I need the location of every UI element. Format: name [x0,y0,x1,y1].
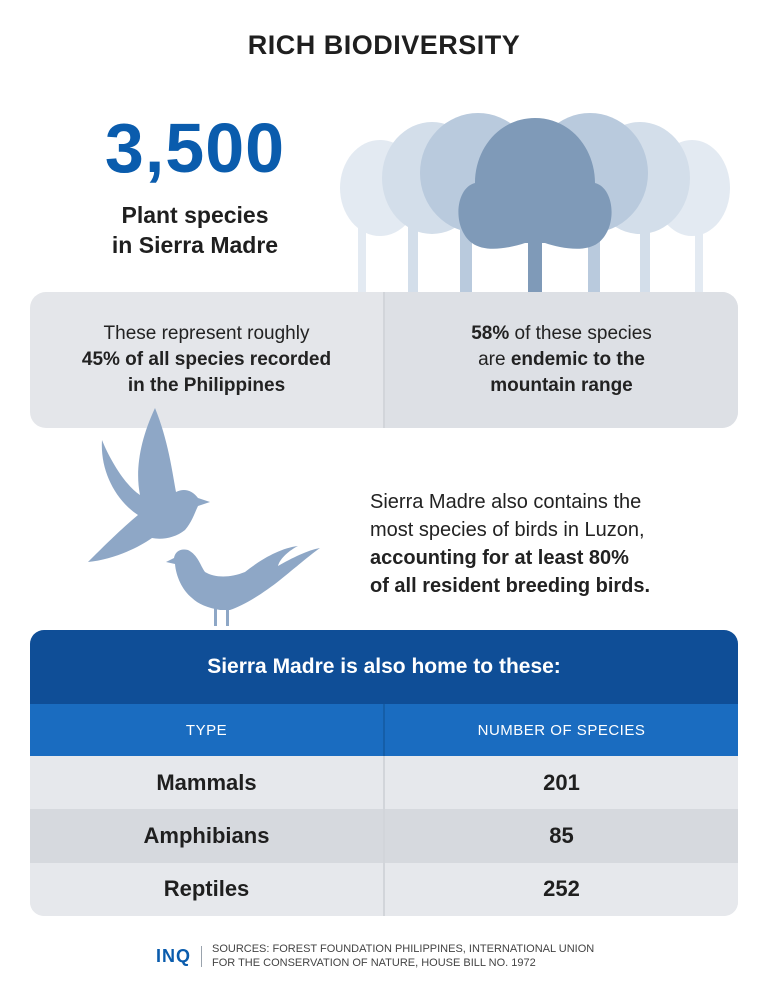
fact-left-line-1: These represent roughly [103,323,310,344]
fact-right-line-2: endemic to the [510,349,645,370]
perched-bird-icon [166,546,320,626]
row-count: 201 [383,756,738,809]
brand-logo: INQ [156,946,202,967]
table-title: Sierra Madre is also home to these: [30,630,738,704]
fact-right-pct: 58% [471,323,510,344]
table-header [30,704,738,756]
fact-right-line-3: mountain range [490,375,633,396]
table-row [30,863,738,916]
plant-species-count: 3,500 [104,109,286,187]
birds-fact [370,488,730,600]
row-count: 85 [383,809,738,862]
row-type: Mammals [156,769,257,795]
flying-bird-icon [88,408,210,562]
sources-line-2: FOR THE CONSERVATION OF NATURE, HOUSE BILL NO. 1972 [212,957,536,969]
table-row [30,756,738,809]
header-type: TYPE [185,721,228,739]
table-row [30,809,738,862]
tree-cluster-icon [340,108,730,298]
fact-right-line-2-pre: are [478,349,511,370]
page-title: RICH BIODIVERSITY [247,30,521,60]
birds-line-4: of all resident breeding birds. [370,575,651,597]
birds-illustration [80,400,340,630]
sources-note [212,942,612,970]
row-count: 252 [383,863,738,916]
caption-line-2: in Sierra Madre [111,232,279,258]
fact-right-line-1: of these species [509,323,652,344]
row-type: Amphibians [143,822,270,848]
fact-left-line-2: 45% of all species recorded [81,349,332,370]
row-type: Reptiles [163,876,250,902]
footer [0,942,768,970]
caption-line-1: Plant species [121,202,269,228]
birds-line-2: most species of birds in Luzon, [370,519,645,541]
species-table [30,630,738,916]
fact-endemic [383,292,738,428]
header-number-of-species: NUMBER OF SPECIES [383,704,738,756]
sources-line-1: SOURCES: FOREST FOUNDATION PHILIPPINES, INTERNATIONAL UNION [212,943,595,955]
birds-line-1: Sierra Madre also contains the [370,491,642,513]
plant-species-caption [80,200,310,260]
birds-line-3: accounting for at least 80% [370,547,629,569]
fact-left-line-3: in the Philippines [127,375,286,396]
